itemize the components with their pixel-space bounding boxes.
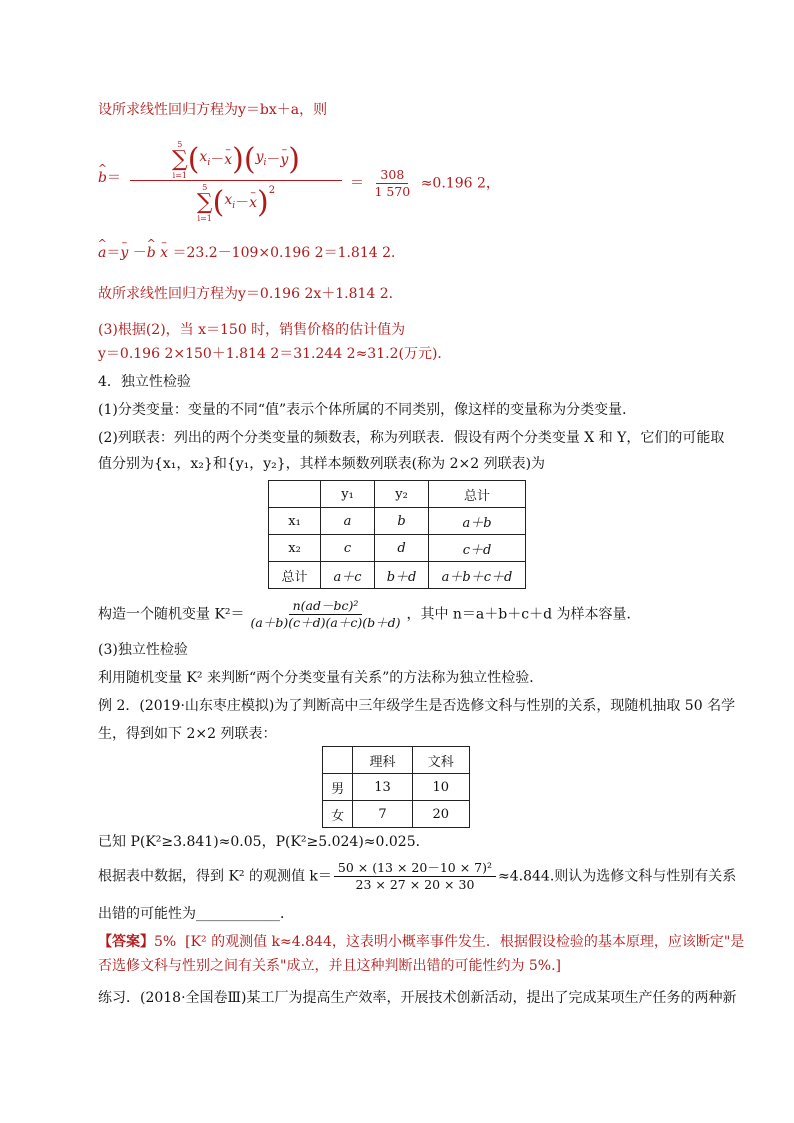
- example2-line2: 生，得到如下 2×2 列联表：: [98, 726, 277, 742]
- table-cell: [323, 747, 353, 774]
- example-table: [322, 746, 470, 828]
- answer-blank: ____________: [196, 906, 280, 922]
- section4-p3: (3)独立性检验: [98, 642, 188, 658]
- section4-p2a: (2)列联表：列出的两个分类变量的频数表，称为列联表．假设有两个分类变量 X 和 Y，它们的可能取: [98, 430, 725, 446]
- calc-denominator: 23 × 27 × 20 × 30: [355, 877, 475, 892]
- table-cell: 13: [353, 774, 412, 801]
- table-cell: 20: [412, 801, 469, 828]
- example2-last-line: [98, 904, 294, 924]
- k2-post: ，其中 n＝a＋b＋c＋d 为样本容量．: [406, 606, 641, 623]
- example2-known: 已知 P(K²≥3.841)≈0.05，P(K²≥5.024)≈0.025．: [98, 834, 430, 850]
- table-cell: c＋d: [429, 535, 526, 562]
- table-cell: a＋b＋c＋d: [429, 562, 526, 589]
- answer-explain1: [K² 的观测值 k≈4.844，这表明小概率事件发生．根据假设检验的基本原理，应该断定"是: [185, 934, 745, 950]
- calc-fraction: [334, 860, 496, 893]
- table-cell: a: [321, 508, 375, 535]
- table-cell: d: [375, 535, 429, 562]
- section4-p3-text: 利用随机变量 K² 来判断“两个分类变量有关系”的方法称为独立性检验．: [98, 670, 544, 686]
- regression-intro: [98, 100, 327, 120]
- conclusion-equation: y＝0.196 2x＋1.814 2．: [238, 286, 403, 302]
- sum-symbol-den: 5 ∑ i=1: [196, 183, 213, 223]
- table-cell: a＋c: [321, 562, 375, 589]
- table-row: [323, 774, 470, 801]
- example2-line1: 例 2．(2019·山东枣庄模拟)为了判断高中三年级学生是否选修文科与性别的关系，现随机抽取 50 名学: [98, 698, 736, 714]
- table-row: [269, 562, 526, 589]
- b-numerator: 5 ∑ i=1 ( $x_i$ － – x ) ( $y_i$ － – y ): [122, 140, 350, 180]
- table-row: [269, 481, 526, 508]
- table-row: [269, 535, 526, 562]
- equals-sign: ＝: [350, 175, 364, 192]
- regression-conclusion: [98, 284, 403, 304]
- table-cell: 理科: [353, 747, 412, 774]
- table-row: [323, 747, 470, 774]
- sum-symbol: [172, 140, 188, 180]
- table-cell: c: [321, 535, 375, 562]
- example2-calc: [98, 860, 736, 893]
- table-cell: 男: [323, 774, 353, 801]
- a-hat-line: ^ a＝– y －^ b – x ＝23.2－109×0.196 2＝1.814 2．: [98, 243, 405, 263]
- k2-fraction: [247, 598, 405, 631]
- sum-top: 5: [177, 140, 183, 149]
- table-cell: b: [375, 508, 429, 535]
- b-ratio: [370, 167, 414, 200]
- b-denominator: 5 ∑ i=1 ( $x_i$ － – x ) $^2$: [122, 181, 350, 225]
- part3-question: (3)根据(2)，当 x＝150 时，销售价格的估计值为: [98, 322, 406, 338]
- table-cell: 总计: [269, 562, 321, 589]
- sigma-glyph: ∑: [171, 147, 188, 172]
- b-label: ^ b＝: [98, 168, 121, 188]
- table-cell: x₁: [269, 508, 321, 535]
- b-fraction: [122, 140, 350, 225]
- answer-line2: 否选修文科与性别之间有关系"成立，并且这种判断出错的可能性约为 5%.]: [98, 958, 562, 974]
- table-cell: 文科: [412, 747, 469, 774]
- table-row: [269, 508, 526, 535]
- conclusion-text: 故所求线性回归方程为: [98, 286, 238, 302]
- b-approx-value: ≈0.196 2，: [420, 175, 500, 192]
- period: ．: [280, 906, 294, 922]
- last-line-text: 出错的可能性为: [98, 906, 196, 922]
- ratio-denominator: 1 570: [374, 184, 411, 199]
- answer-tag: 【答案】: [98, 934, 154, 950]
- ratio-numerator: 308: [376, 167, 408, 184]
- section4-p2b: 值分别为{x₁，x₂}和{y₁，y₂}，其样本频数列联表(称为 2×2 列联表)为: [98, 456, 546, 472]
- contingency-table: [268, 480, 526, 589]
- k2-pre: 构造一个随机变量 K²＝: [98, 606, 245, 623]
- table-cell: 女: [323, 801, 353, 828]
- section4-heading: 4．独立性检验: [98, 374, 191, 390]
- answer-line1: [98, 932, 744, 952]
- table-cell: y₁: [321, 481, 375, 508]
- part3-calculation: y＝0.196 2×150＋1.814 2＝31.244 2≈31.2(万元)．: [98, 346, 452, 362]
- table-cell: 10: [412, 774, 469, 801]
- answer-value: 5%: [154, 934, 177, 950]
- calc-numerator: 50 × (13 × 20－10 × 7)²: [334, 860, 496, 877]
- table-cell: 7: [353, 801, 412, 828]
- practice-line1: 练习．(2018·全国卷Ⅲ)某工厂为提高生产效率，开展技术创新活动，提出了完成某项生产任务的两种新: [98, 990, 737, 1006]
- b-value: [350, 167, 500, 200]
- table-cell: y₂: [375, 481, 429, 508]
- k2-formula: [98, 598, 641, 631]
- section4-p1: (1)分类变量：变量的不同“值”表示个体所属的不同类别，像这样的变量称为分类变量．: [98, 402, 637, 418]
- intro-equation: y＝bx＋a，则: [238, 102, 328, 118]
- table-cell: b＋d: [375, 562, 429, 589]
- calc-post: ≈4.844.则认为选修文科与性别有关系: [498, 868, 737, 885]
- table-cell: 总计: [429, 481, 526, 508]
- table-cell: [269, 481, 321, 508]
- k2-denominator: (a＋b)(c＋d)(a＋c)(b＋d): [250, 615, 401, 630]
- table-cell: x₂: [269, 535, 321, 562]
- k2-numerator: n(ad－bc)²: [289, 598, 363, 615]
- table-row: [323, 801, 470, 828]
- intro-text: 设所求线性回归方程为: [98, 102, 238, 118]
- sum-bottom: i=1: [172, 171, 188, 180]
- calc-pre: 根据表中数据，得到 K² 的观测值 k＝: [98, 868, 332, 885]
- table-cell: a＋b: [429, 508, 526, 535]
